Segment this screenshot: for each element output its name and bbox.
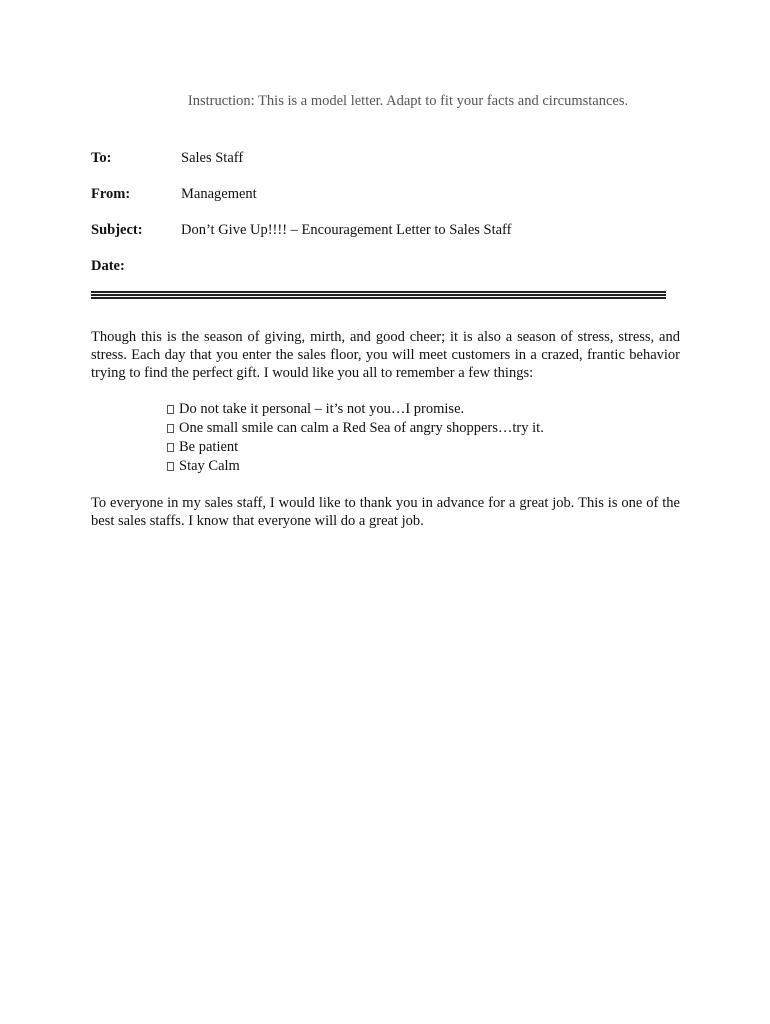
list-item xyxy=(167,438,544,457)
bullet-box-icon xyxy=(167,462,174,471)
bullet-box-icon xyxy=(167,443,174,452)
bullet-text: Do not take it personal – it’s not you…I promise. xyxy=(179,401,465,417)
subject-label: Subject: xyxy=(91,222,143,238)
bullet-box-icon xyxy=(167,424,174,433)
body-paragraph-2: To everyone in my sales staff, I would like to thank you in advance for a great job. This is one of the best sales staffs. I know that everyone will do a great job. xyxy=(91,495,680,529)
bullet-text: Stay Calm xyxy=(179,458,240,474)
body-paragraph-1: Though this is the season of giving, mirth, and good cheer; it is also a season of stress, stress, and stress. Each day that you enter the sales floor, you will meet customers in a crazed, frantic behavior trying to find the perfect gift. I would like you all to remember a few things: xyxy=(91,329,680,381)
list-item xyxy=(167,419,544,438)
to-label: To: xyxy=(91,150,112,166)
from-label: From: xyxy=(91,186,131,202)
list-item xyxy=(167,457,544,476)
to-value: Sales Staff xyxy=(181,150,244,166)
list-item xyxy=(167,400,544,419)
date-label: Date: xyxy=(91,258,125,274)
instruction-note: Instruction: This is a model letter. Adapt to fit your facts and circumstances. xyxy=(187,93,629,109)
from-value: Management xyxy=(181,186,257,202)
header-divider xyxy=(91,291,666,300)
bullet-box-icon xyxy=(167,405,174,414)
bullet-text: Be patient xyxy=(179,439,239,455)
bullet-text: One small smile can calm a Red Sea of angry shoppers…try it. xyxy=(179,420,544,436)
bullet-list xyxy=(167,400,544,476)
subject-value: Don’t Give Up!!!! – Encouragement Letter to Sales Staff xyxy=(181,222,512,238)
